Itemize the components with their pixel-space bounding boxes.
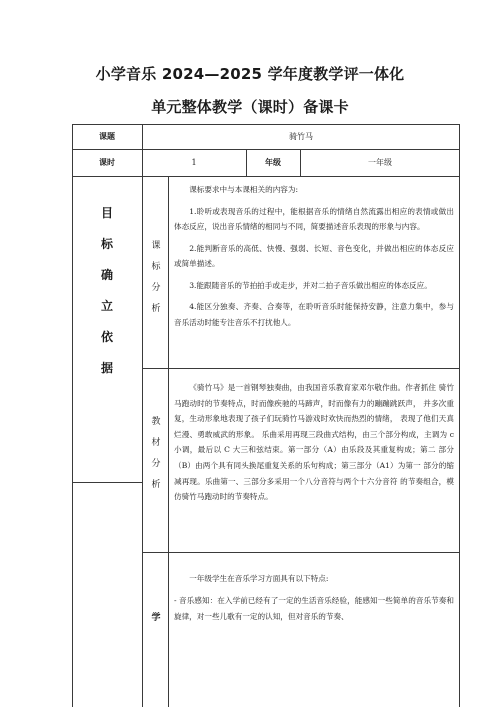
basis-char: 目 [100,206,113,220]
material-content [174,380,454,511]
student-intro: 一年级学生在音乐学习方面具有以下特点: [189,574,329,583]
standards-item: 1.聆听或表现音乐的过程中，能根据音乐的情绪自然流露出相应的表情或做出体态反应，说出音乐情绪的相同与不同，简要描述音乐表现的形象与内容。 [174,206,454,231]
side-char: 析 [151,304,161,314]
table-border-right [459,124,460,707]
standards-side-label [143,236,169,320]
side-char: 析 [151,480,161,490]
basis-char: 立 [100,299,113,313]
basis-block-bottom [72,482,142,483]
grade-value: 一年级 [368,158,392,167]
standards-item: 3.能跟随音乐的节拍拍手或走步，并对二拍子音乐做出相应的体态反应。 [189,280,432,290]
page-title-line-1: 小学音乐 2024—2025 学年度教学评一体化 [95,65,405,83]
student-content [174,571,454,631]
basis-vertical-label [72,198,142,384]
standards-item: 2.能判断音乐的高低、快慢、强弱、长短、音色变化，并做出相应的体态反应或简单描述。 [174,243,454,268]
student-side-label [143,608,169,629]
basis-char: 标 [100,237,113,251]
side-char: 分 [151,283,161,293]
side-char: 课 [151,241,161,251]
standards-content [174,182,454,336]
student-item: - 音乐感知：在入学前已经有了一定的生活音乐经验，能感知一些简单的音乐节奏和旋律，对一些儿歌有一定的认知，但对音乐的节奏、 [174,596,454,621]
topic-value: 骑竹马 [289,132,313,141]
period-label: 课时 [99,158,115,167]
basis-char: 确 [100,268,113,282]
row-divider [72,149,460,150]
side-char: 学 [151,613,161,623]
basis-char: 依 [100,330,113,344]
standards-item: 4.能区分独奏、齐奏、合奏等，在聆听音乐时能保持安静，注意力集中，参与音乐活动时能专注音乐不打扰他人。 [174,302,454,327]
row-divider [72,176,460,177]
basis-char: 据 [100,361,113,375]
side-char: 分 [151,459,161,469]
side-char: 标 [151,262,161,272]
side-char: 材 [151,438,161,448]
lesson-plan-table [72,124,460,707]
table-border-top [72,124,460,125]
section-divider [142,368,460,369]
grade-label: 年级 [265,158,281,167]
section-divider [142,552,460,553]
period-value: 1 [191,158,197,167]
material-text: 《骑竹马》是一首钢琴独奏曲，由我国音乐教育家邓尔敬作曲。作者抓住 骑竹马跑动时的节奏特点，时而像疾驰的马蹄声，时而像有力的蹦蹦跳跃声， 并多次重复，生动形象地表现了孩子们玩骑竹马游戏时欢快而热烈的情绪， 表现了他们天真烂漫、勇敢威武的形象。 乐曲采用再现三段曲式结构，由三个部分构成，主调为 c 小调，最后以 C 大三和弦结束。第一部分（A）由乐段及其重复构成；第二 部分（B）由两个具有同头换尾重复关系的乐句构成；第三部分（A1）为第一 部分的缩减再现。乐曲第一、三部分多采用一个八分音符与两个十六分音符 的节奏组合，模仿骑竹马跑动时的节奏特点。 [174,383,454,502]
topic-label: 课题 [99,132,115,141]
standards-intro: 课标要求中与本课相关的内容为: [189,185,299,194]
material-side-label [143,412,169,496]
page-title-line-2: 单元整体教学（课时）备课卡 [151,98,349,116]
side-char: 教 [151,417,161,427]
